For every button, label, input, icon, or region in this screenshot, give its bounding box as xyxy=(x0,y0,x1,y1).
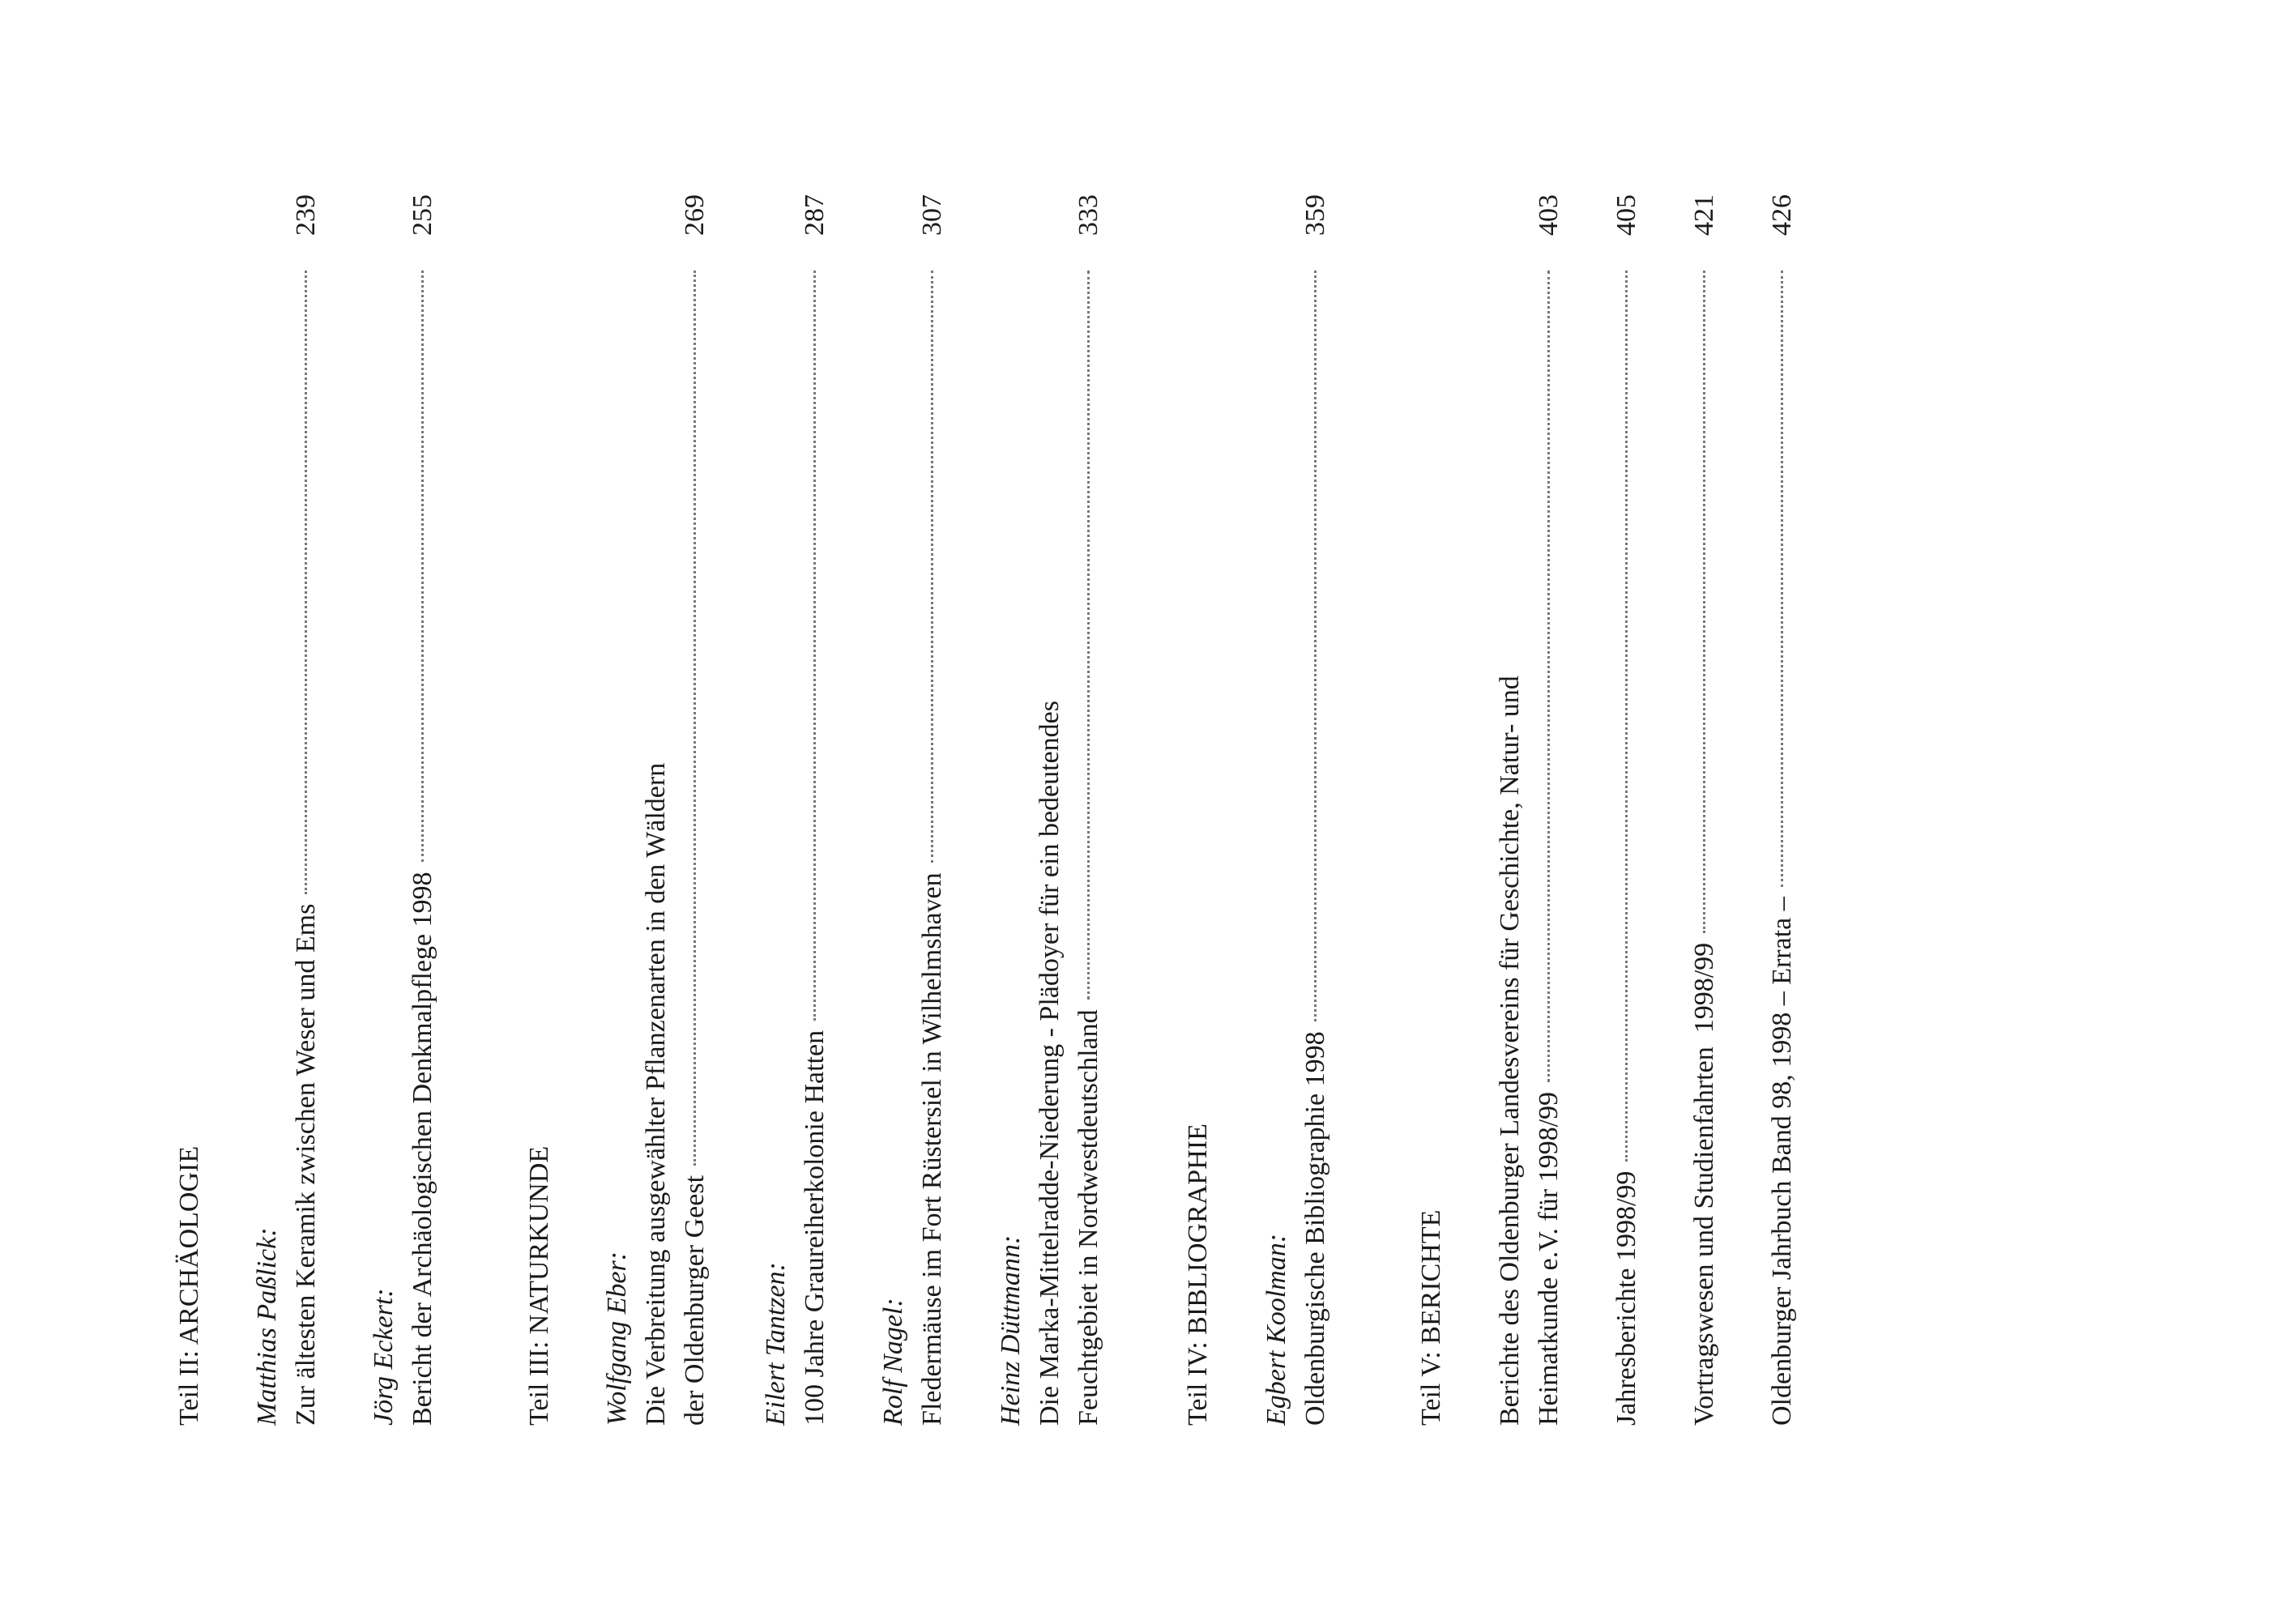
page-number: 269 xyxy=(680,194,710,236)
entry-title-line xyxy=(1763,194,1802,1426)
entry-title-line xyxy=(287,194,326,1426)
dot-leader xyxy=(693,271,696,1166)
toc-entry-tantzen xyxy=(757,194,834,1426)
entry-title-line xyxy=(1069,194,1108,1426)
toc-entry-duettmann xyxy=(992,194,1108,1426)
entry-title: Vortragswesen und Studienfahrten 1998/99 xyxy=(1689,942,1719,1426)
dot-leader xyxy=(1625,271,1628,1162)
table-of-contents xyxy=(170,194,1839,1426)
entry-title: Jahresberichte 1998/99 xyxy=(1611,1170,1641,1426)
entry-title: der Oldenburger Geest xyxy=(680,1174,710,1426)
toc-entry-passlick xyxy=(248,194,326,1426)
entry-title: Oldenburgische Bibliographie 1998 xyxy=(1300,1031,1330,1426)
entry-title-line-1: Die Marka-Mittelradde-Niederung - Plädoyer für ein bedeutendes xyxy=(1035,701,1065,1426)
page-number: 405 xyxy=(1611,194,1641,236)
entry-title-line xyxy=(1296,194,1335,1426)
section-heading-berichte xyxy=(1412,194,1451,1426)
section-heading-naturkunde xyxy=(520,194,559,1426)
dot-leader xyxy=(1547,271,1550,1082)
dot-leader xyxy=(813,271,816,1021)
toc-entry-jahresberichte xyxy=(1607,194,1646,1426)
dot-leader xyxy=(1703,271,1705,933)
entry-author: Wolfgang Eber: xyxy=(602,1251,632,1426)
toc-entry-koolman xyxy=(1257,194,1335,1426)
entry-title-line xyxy=(1530,194,1568,1426)
entry-title-line xyxy=(796,194,834,1426)
entry-title: Heimatkunde e.V. für 1998/99 xyxy=(1534,1091,1564,1426)
entry-title: Zur ältesten Keramik zwischen Weser und Ems xyxy=(291,903,321,1426)
dot-leader xyxy=(305,271,307,894)
page-number: 255 xyxy=(408,194,437,236)
entry-title-line xyxy=(913,194,952,1426)
entry-author: Heinz Düttmann: xyxy=(996,1234,1026,1426)
toc-entry-vortragswesen xyxy=(1685,194,1724,1426)
toc-entry-nagel xyxy=(874,194,952,1426)
entry-title-line-1: Berichte des Oldenburger Landesvereins für Geschichte, Natur- und xyxy=(1495,676,1525,1426)
toc-entry-errata xyxy=(1763,194,1802,1426)
dot-leader xyxy=(1087,271,1090,1000)
section-heading-text: Teil II: ARCHÄOLOGIE xyxy=(174,1145,204,1426)
entry-title-line xyxy=(676,194,715,1426)
entry-author: Rolf Nagel: xyxy=(878,1298,908,1426)
page-number: 287 xyxy=(800,194,830,236)
dot-leader xyxy=(931,271,933,863)
page-number: 426 xyxy=(1767,194,1797,236)
entry-title: 100 Jahre Graureiherkolonie Hatten xyxy=(800,1030,830,1426)
entry-author: Jörg Eckert: xyxy=(369,1288,399,1426)
page-number: 239 xyxy=(291,194,321,236)
entry-title-line-1: Die Verbreitung ausgewählter Pflanzenarten in den Wäldern xyxy=(641,762,671,1426)
entry-title: Bericht der Archäologischen Denkmalpflege 1998 xyxy=(408,872,437,1426)
entry-title-line xyxy=(403,194,442,1426)
section-heading-text: Teil III: NATURKUNDE xyxy=(524,1145,554,1426)
page-number: 421 xyxy=(1689,194,1719,236)
entry-title: Oldenburger Jahrbuch Band 98, 1998 – Errata – xyxy=(1767,897,1797,1426)
section-heading-archaeologie xyxy=(170,194,209,1426)
entry-title-line xyxy=(1607,194,1646,1426)
page-number: 359 xyxy=(1300,194,1330,236)
toc-entry-landesverein xyxy=(1491,194,1568,1426)
dot-leader xyxy=(421,271,424,862)
toc-entry-eckert xyxy=(365,194,442,1426)
toc-entry-eber xyxy=(598,194,715,1426)
entry-title: Feuchtgebiet in Nordwestdeutschland xyxy=(1073,1009,1103,1426)
entry-title-line xyxy=(1685,194,1724,1426)
page-number: 403 xyxy=(1534,194,1564,236)
entry-author: Egbert Koolman: xyxy=(1261,1233,1291,1426)
dot-leader xyxy=(1781,271,1783,887)
entry-author: Eilert Tantzen: xyxy=(761,1262,791,1426)
section-heading-text: Teil IV: BIBLIOGRAPHIE xyxy=(1183,1123,1213,1426)
dot-leader xyxy=(1314,271,1317,1021)
page-number: 307 xyxy=(917,194,947,236)
entry-title: Fledermäuse im Fort Rüstersiel in Wilhelmshaven xyxy=(917,872,947,1426)
entry-author: Matthias Paßlick: xyxy=(252,1227,282,1426)
section-heading-bibliographie xyxy=(1179,194,1218,1426)
page-number: 333 xyxy=(1073,194,1103,236)
section-heading-text: Teil V: BERICHTE xyxy=(1416,1209,1446,1426)
